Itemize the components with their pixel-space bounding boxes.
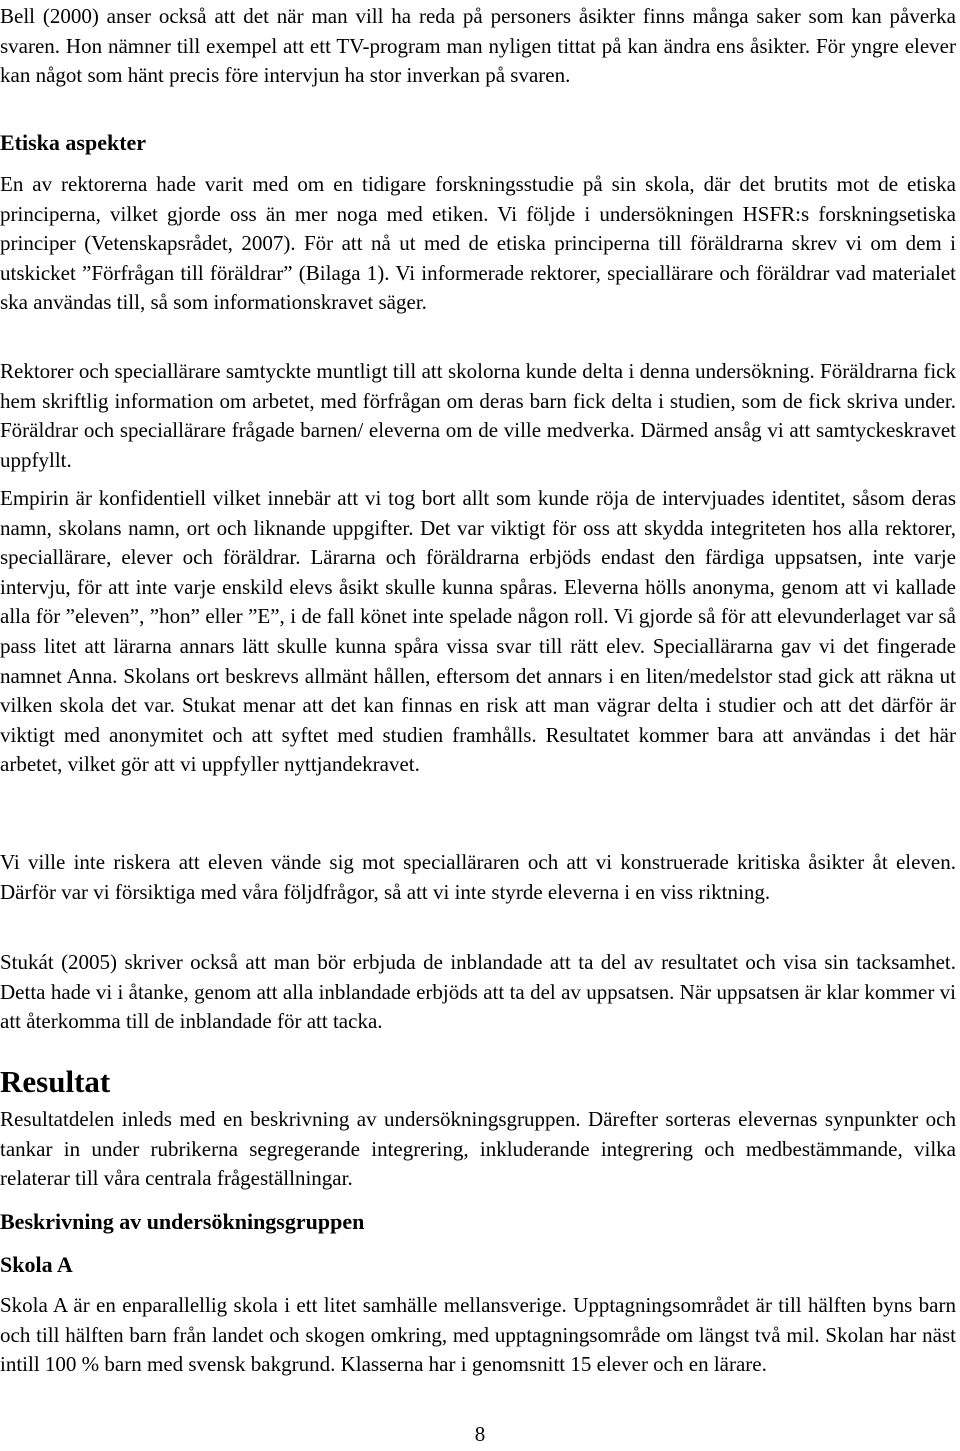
page-number: 8 <box>474 1422 486 1446</box>
paragraph-school-a: Skola A är en enparallellig skola i ett litet samhälle mellansverige. Upptagningsområdet är till hälften byns barn och till hälften barn från landet och skogen omkring, med upptagningsområde om längst två mil. Skolan har näst intill 100 % barn med svensk bakgrund. Klasserna har i genomsnitt 15 elever och en lärare. <box>0 1293 956 1377</box>
heading-school-a: Skola A <box>0 1252 73 1277</box>
heading-ethical-aspects: Etiska aspekter <box>0 130 147 155</box>
heading-group-description: Beskrivning av undersökningsgruppen <box>0 1209 365 1234</box>
paragraph-ethics-1: En av rektorerna hade varit med om en tidigare forskningsstudie på sin skola, där det brutits mot de etiska principerna, vilket gjorde oss än mer noga med etiken. Vi följde i undersökningen HSFR:s forskningsetiska principer (Vetenskapsrådet, 2007). För att nå ut med de etiska principerna till föräldrarna skrev vi om dem i utskicket ”Förfrågan till föräldrar” (Bilaga 1). Vi informerade rektorer, speciallärare och föräldrar vad materialet ska användas till, så som informationskravet säger. <box>0 172 956 315</box>
paragraph-ethics-2: Rektorer och speciallärare samtyckte muntligt till att skolorna kunde delta i denna undersökning. Föräldrarna fick hem skriftlig information om arbetet, med förfrågan om deras barn fick delta i studien, som de fick skriva under. Föräldrar och speciallärare frågade barnen/ eleverna om de ville medverka. Därmed ansåg vi att samtyckeskravet uppfyllt. <box>0 359 956 472</box>
paragraph-intro: Bell (2000) anser också att det när man vill ha reda på personers åsikter finns många saker som kan påverka svaren. Hon nämner till exempel att ett TV-program man nyligen tittat på kan ändra ens åsikter. För yngre elever kan något som hänt precis före intervjun ha stor inverkan på svaren. <box>0 4 956 88</box>
paragraph-ethics-5: Stukát (2005) skriver också att man bör erbjuda de inblandade att ta del av resultatet och visa sin tacksamhet. Detta hade vi i åtanke, genom att alla inblandade erbjöds att ta del av uppsatsen. När uppsatsen är klar kommer vi att återkomma till de inblandade för att tacka. <box>0 950 956 1034</box>
heading-results: Resultat <box>0 1064 111 1099</box>
paragraph-ethics-3: Empirin är konfidentiell vilket innebär att vi tog bort allt som kunde röja de intervjuades identitet, såsom deras namn, skolans namn, ort och liknande uppgifter. Det var viktigt för oss att skydda integriteten hos alla rektorer, speciallärare, elever och föräldrar. Lärarna och föräldrarna erbjöds endast den färdiga uppsatsen, inte varje intervju, för att inte varje enskild elevs åsikt skulle kunna spåras. Eleverna hölls anonyma, genom att vi kallade alla för ”eleven”, ”hon” eller ”E”, i de fall könet inte spelade någon roll. Vi gjorde så för att elevunderlaget var så pass litet att lärarna annars lätt skulle kunna spåra vissa svar till rätt elev. Speciallärarna gav vi det fingerade namnet Anna. Skolans ort beskrevs allmänt hållen, eftersom det annars i en liten/medelstor stad gick att räkna ut vilken skola det var. Stukat menar att det kan finnas en risk att man vägrar delta i studier och att det därför är viktigt med anonymitet och att syftet med studien framhålls. Resultatet kommer bara att användas i det här arbetet, vilket gör att vi uppfyller nyttjandekravet. <box>0 486 956 777</box>
paragraph-ethics-4: Vi ville inte riskera att eleven vände sig mot specialläraren och att vi konstruerade kritiska åsikter åt eleven. Därför var vi försiktiga med våra följdfrågor, så att vi inte styrde eleverna i en viss riktning. <box>0 850 956 904</box>
paragraph-results: Resultatdelen inleds med en beskrivning av undersökningsgruppen. Därefter sorteras elevernas synpunkter och tankar in under rubrikerna segregerande integrering, inkluderande integrering och medbestämmande, vilka relaterar till våra centrala frågeställningar. <box>0 1107 956 1191</box>
